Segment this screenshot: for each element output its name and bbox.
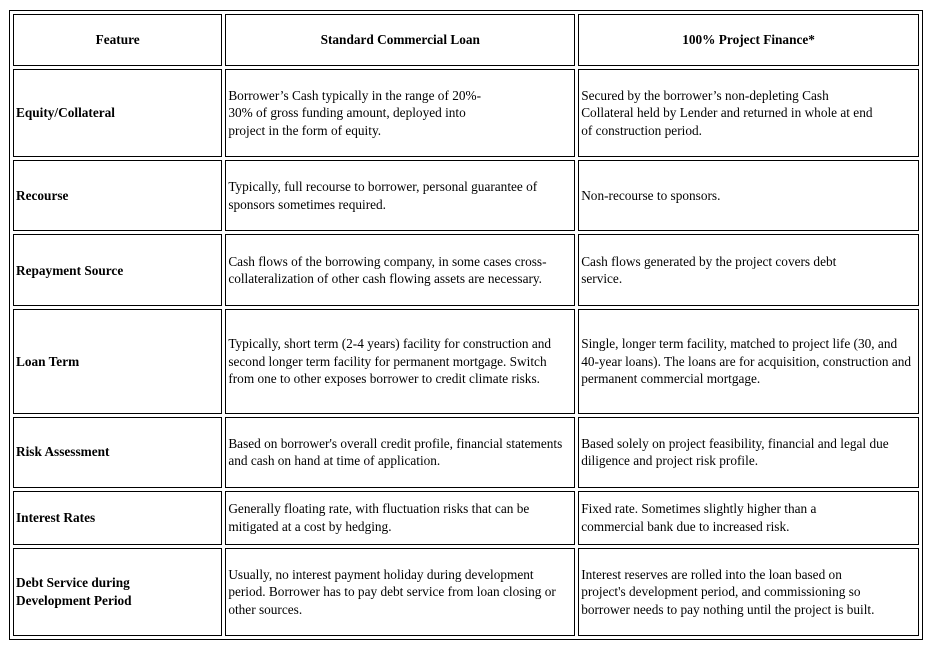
header-project-finance: 100% Project Finance*: [578, 14, 919, 66]
project-finance-cell: Based solely on project feasibility, financial and legal due diligence and project risk profile.: [578, 417, 919, 488]
project-finance-cell: Fixed rate. Sometimes slightly higher than a commercial bank due to increased risk.: [578, 491, 919, 545]
table-row: [13, 234, 919, 306]
table-row: [13, 309, 919, 413]
standard-loan-cell: Typically, full recourse to borrower, personal guarantee of sponsors sometimes required.: [225, 160, 575, 231]
table-row: [13, 417, 919, 488]
project-finance-cell: Single, longer term facility, matched to project life (30, and 40-year loans). The loans are for acquisition, construction and permanent commercial mortgage.: [578, 309, 919, 413]
header-standard-commercial-loan: Standard Commercial Loan: [225, 14, 575, 66]
standard-loan-cell: Generally floating rate, with fluctuation risks that can be mitigated at a cost by hedging.: [225, 491, 575, 545]
project-finance-cell: Cash flows generated by the project covers debt service.: [578, 234, 919, 306]
table-row: [13, 491, 919, 545]
project-finance-cell: Secured by the borrower’s non-depleting Cash Collateral held by Lender and returned in whole at end of construction period.: [578, 69, 919, 157]
standard-loan-cell: Based on borrower's overall credit profile, financial statements and cash on hand at time of application.: [225, 417, 575, 488]
document-page: [9, 10, 923, 640]
standard-loan-cell: Usually, no interest payment holiday during development period. Borrower has to pay debt service from loan closing or other sources.: [225, 548, 575, 636]
project-finance-cell: Interest reserves are rolled into the loan based on project's development period, and commissioning so borrower needs to pay nothing until the project is built.: [578, 548, 919, 636]
feature-cell: Recourse: [13, 160, 222, 231]
feature-cell: Equity/Collateral: [13, 69, 222, 157]
standard-loan-cell: Cash flows of the borrowing company, in some cases cross-collateralization of other cash flowing assets are necessary.: [225, 234, 575, 306]
feature-cell: Debt Service during Development Period: [13, 548, 222, 636]
table-row: [13, 69, 919, 157]
loan-comparison-table: [9, 10, 923, 640]
feature-cell: Repayment Source: [13, 234, 222, 306]
feature-cell: Risk Assessment: [13, 417, 222, 488]
header-feature: Feature: [13, 14, 222, 66]
project-finance-cell: Non-recourse to sponsors.: [578, 160, 919, 231]
feature-cell: Loan Term: [13, 309, 222, 413]
standard-loan-cell: Borrower’s Cash typically in the range of 20%- 30% of gross funding amount, deployed into project in the form of equity.: [225, 69, 575, 157]
table-row: [13, 548, 919, 636]
table-row: [13, 160, 919, 231]
standard-loan-cell: Typically, short term (2-4 years) facility for construction and second longer term facility for permanent mortgage. Switch from one to other exposes borrower to credit climate risks.: [225, 309, 575, 413]
feature-cell: Interest Rates: [13, 491, 222, 545]
header-row: [13, 14, 919, 66]
